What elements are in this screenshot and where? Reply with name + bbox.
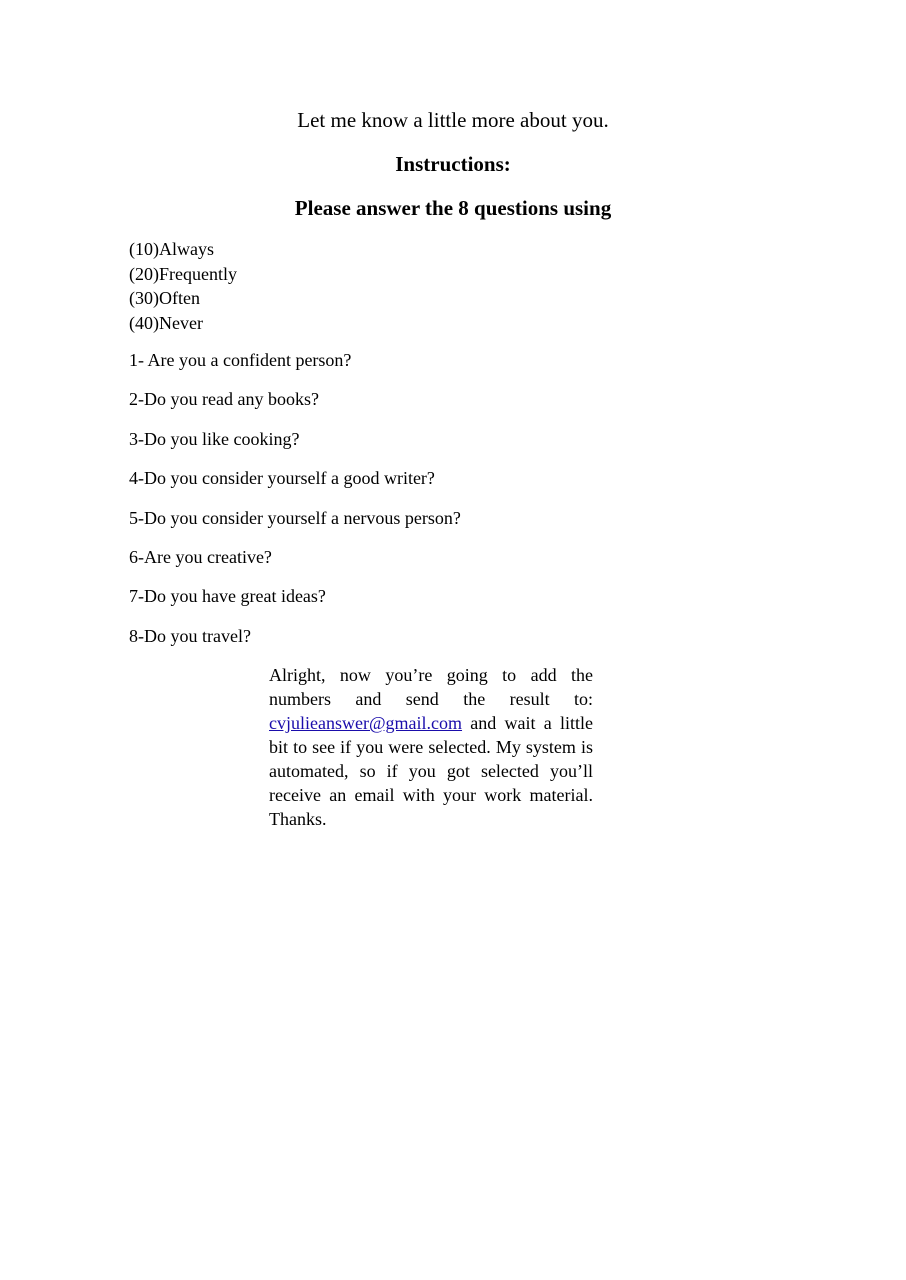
email-link[interactable]: cvjulieanswer@gmail.com <box>269 713 463 733</box>
closing-text-start: Alright, now you’re going to add the numbers and send the result to: <box>269 665 593 709</box>
scale-item-always: (10)Always <box>129 239 214 259</box>
question-7: 7-Do you have great ideas? <box>129 586 326 607</box>
scale-item-never: (40)Never <box>129 312 203 333</box>
question-8: 8-Do you travel? <box>129 625 251 646</box>
intro-line: Let me know a little more about you. <box>297 108 609 132</box>
question-6: 6-Are you creative? <box>129 546 272 567</box>
closing-paragraph <box>269 663 593 831</box>
question-4: 4-Do you consider yourself a good writer? <box>129 468 435 489</box>
question-5: 5-Do you consider yourself a nervous person? <box>129 507 461 528</box>
question-2: 2-Do you read any books? <box>129 389 319 410</box>
question-3: 3-Do you like cooking? <box>129 428 300 449</box>
answer-scale <box>129 237 237 335</box>
question-1: 1- Are you a confident person? <box>129 350 352 370</box>
instructions-heading: Instructions: <box>395 152 511 176</box>
scale-item-frequently: (20)Frequently <box>129 263 237 284</box>
directive-line: Please answer the 8 questions using <box>294 196 612 220</box>
question-list <box>129 348 461 663</box>
scale-item-often: (30)Often <box>129 288 200 308</box>
closing-text-end: and wait a little bit to see if you were selected. My system is automated, so if you got selected you’ll receive an email with your work material. Thanks. <box>269 713 593 829</box>
